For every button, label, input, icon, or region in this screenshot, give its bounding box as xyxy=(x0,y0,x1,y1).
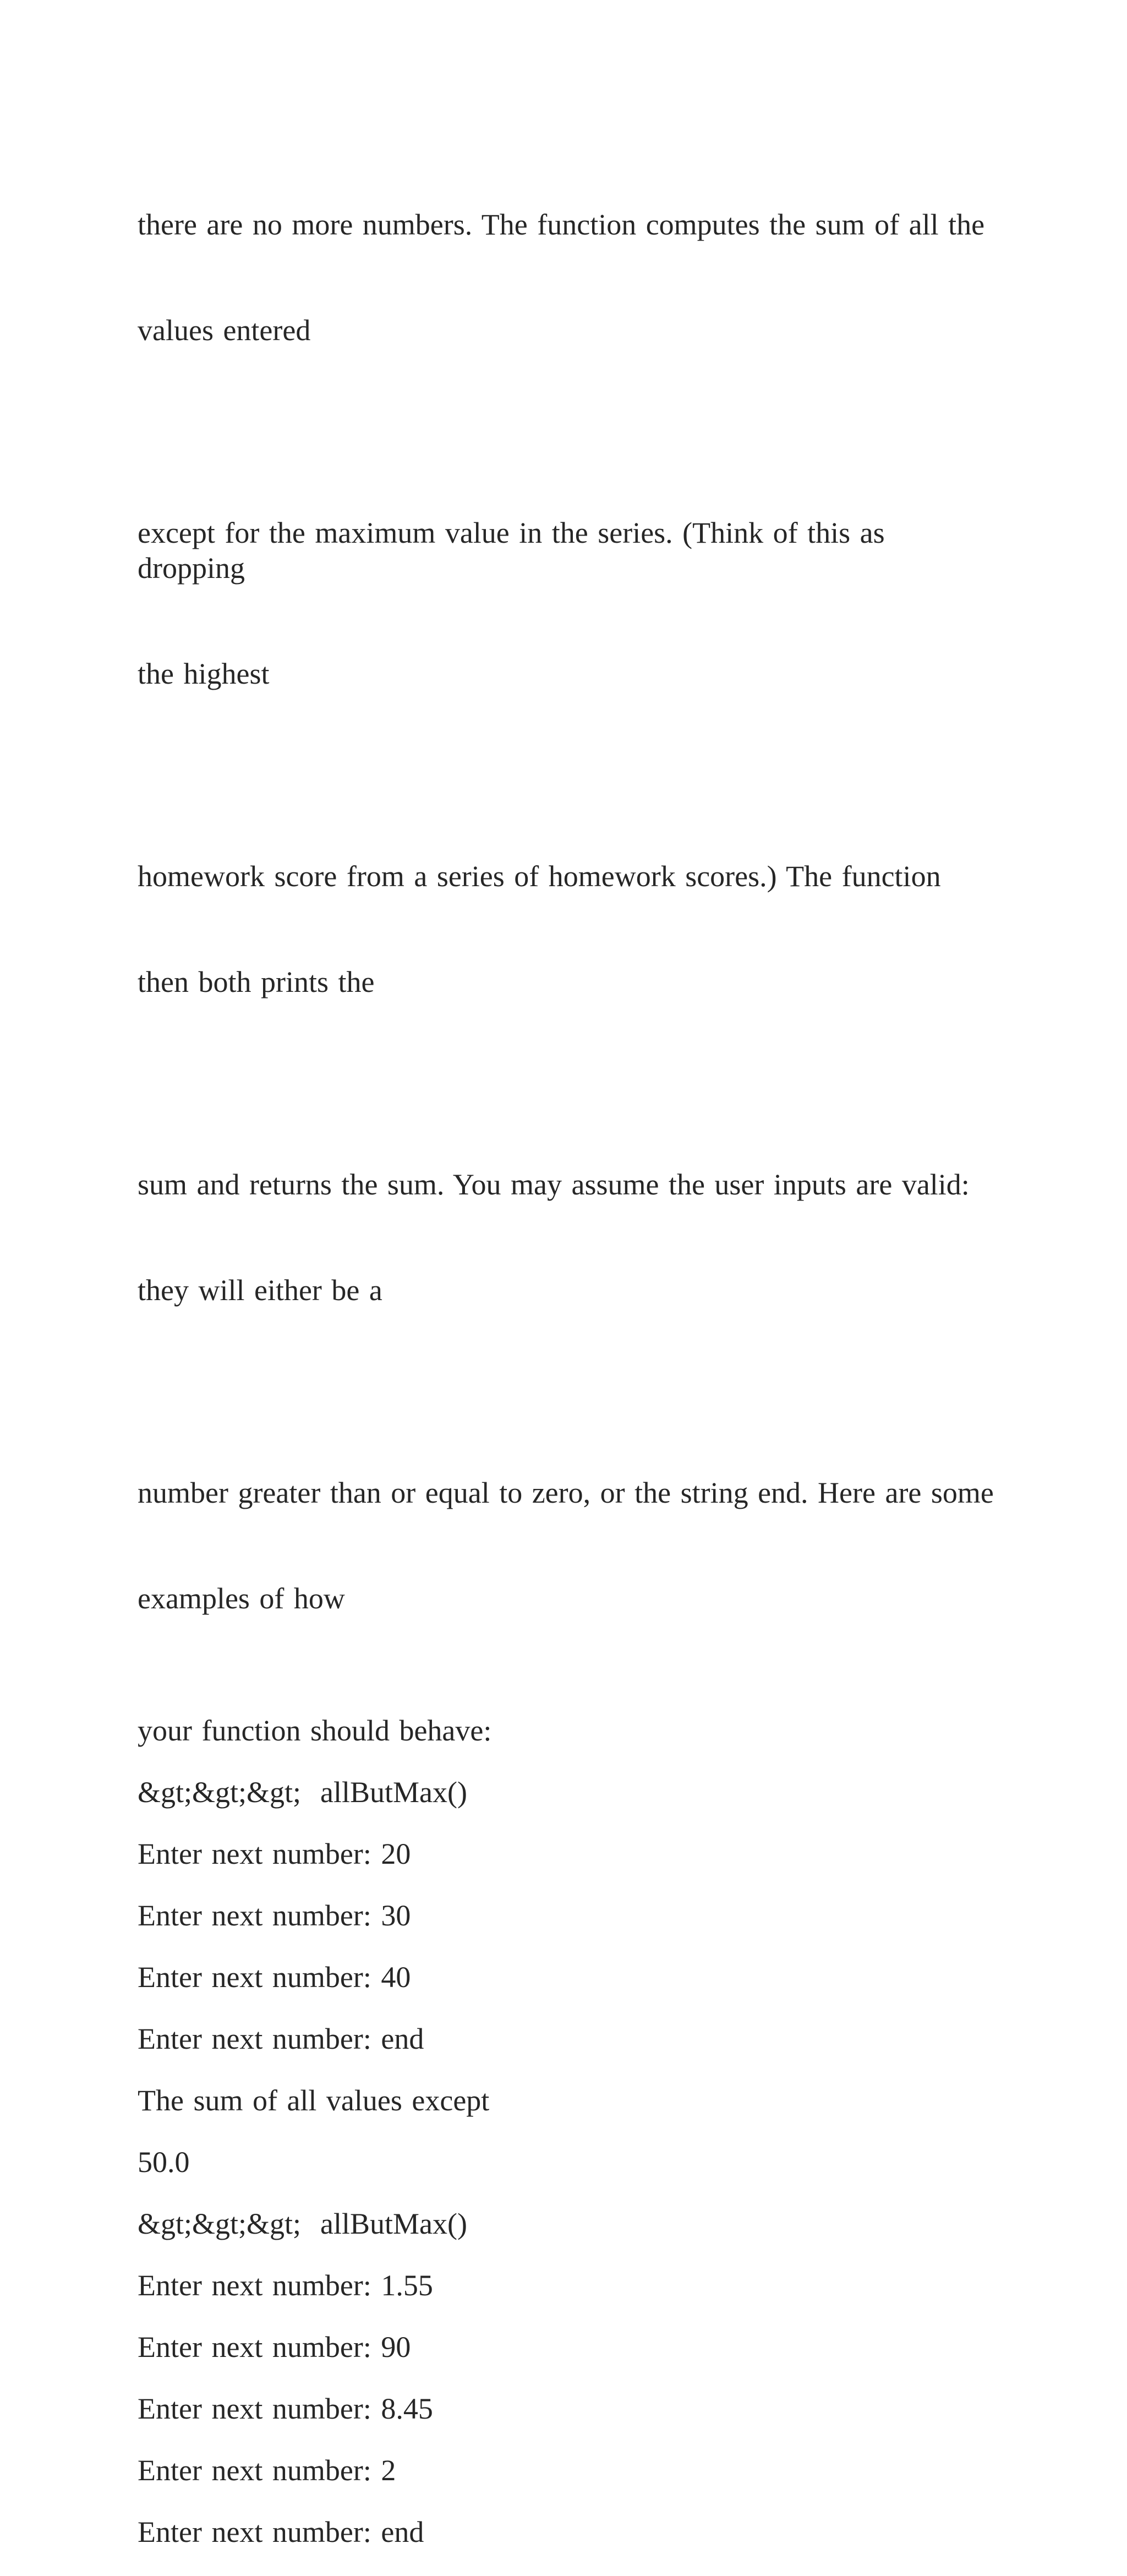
paragraph-2-line-2: the highest xyxy=(138,657,270,690)
paragraph-2-line-1: except for the maximum value in the series. (Think of this as dropping xyxy=(138,516,895,585)
input-line: Enter next number: 40 xyxy=(138,1961,411,1994)
output-value-line: 50.0 xyxy=(138,2146,190,2179)
paragraph-5-line-1: number greater than or equal to zero, or the string end. Here are some xyxy=(138,1476,994,1509)
paragraph-4 xyxy=(138,1096,996,1378)
input-line: Enter next number: 20 xyxy=(138,1837,411,1870)
paragraph-3-line-1: homework score from a series of homework scores.) The function xyxy=(138,860,941,893)
input-line: Enter next number: 30 xyxy=(138,1899,411,1932)
paragraph-3 xyxy=(138,788,996,1070)
paragraph-1-line-1: there are no more numbers. The function computes the sum of all the xyxy=(138,208,985,241)
paragraph-3-line-2: then both prints the xyxy=(138,965,375,998)
paragraph-4-line-1: sum and returns the sum. You may assume the user inputs are valid: xyxy=(138,1168,970,1201)
paragraph-1-line-2: values entered xyxy=(138,314,311,347)
prompt-call-line: &gt;&gt;&gt; allButMax() xyxy=(138,1776,467,1809)
output-label-line: The sum of all values except xyxy=(138,2084,490,2117)
input-line: Enter next number: 8.45 xyxy=(138,2392,433,2425)
input-line: Enter next number: end xyxy=(138,2022,424,2055)
input-line: Enter next number: 90 xyxy=(138,2331,411,2364)
paragraph-2 xyxy=(138,445,996,762)
input-line: Enter next number: end xyxy=(138,2515,424,2548)
document-body xyxy=(138,137,996,2576)
paragraph-1 xyxy=(138,137,996,418)
prompt-call-line: &gt;&gt;&gt; allButMax() xyxy=(138,2207,467,2240)
behavior-intro-line: your function should behave: xyxy=(138,1714,492,1747)
paragraph-5-line-2: examples of how xyxy=(138,1582,345,1615)
input-line: Enter next number: 2 xyxy=(138,2454,396,2487)
input-line: Enter next number: 1.55 xyxy=(138,2269,433,2302)
paragraph-4-line-2: they will either be a xyxy=(138,1274,382,1307)
paragraph-5 xyxy=(138,1405,996,1687)
